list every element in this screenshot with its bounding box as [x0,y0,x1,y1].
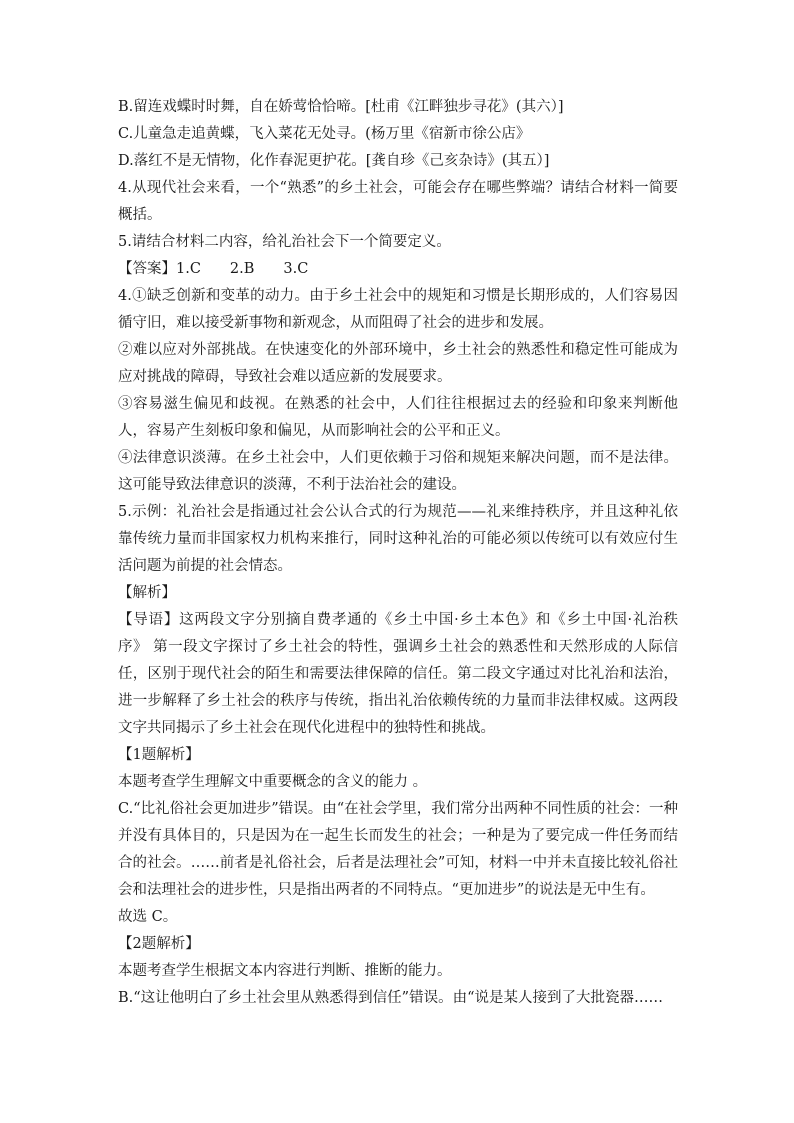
question-1-analysis-intro: 本题考查学生理解文中重要概念的含义的能力 。 [118,774,428,790]
question-5: 5.请结合材料二内容，给礼治社会下一个简要定义。 [118,234,451,250]
question-1-analysis-header: 【1题解析】 [118,747,200,763]
option-c: C.儿童急走追黄蝶，飞入菜花无处寻。(杨万里《宿新市徐公店》 [118,126,531,142]
answer-4-point-1: 4.①缺乏创新和变革的动力。由于乡土社会中的规矩和习惯是长期形成的，人们容易因循守旧，难以接受新事物和新观念，从而阻碍了社会的进步和发展。 [118,288,678,331]
answer-5: 5.示例：礼治社会是指通过社会公认合式的行为规范——礼来维持秩序，并且这种礼依靠传统力量而非国家权力机构来推行，同时这种礼治的可能必须以传统可以有效应付生活问题为前提的社会情态。 [118,504,678,574]
question-2-analysis-header: 【2题解析】 [118,936,200,952]
answer-4-point-3: ③容易滋生偏见和歧视。在熟悉的社会中，人们往往根据过去的经验和印象来判断他人，容易产生刻板印象和偏见，从而影响社会的公平和正义。 [118,396,678,439]
question-4: 4.从现代社会来看，一个“熟悉”的乡土社会，可能会存在哪些弊端？请结合材料一简要概括。 [118,180,678,223]
option-b: B.留连戏蝶时时舞，自在娇莺恰恰啼。[杜甫《江畔独步寻花》(其六）] [118,99,564,115]
guide-paragraph: 【导语】这两段文字分别摘自费孝通的《乡土中国·乡土本色》和《乡土中国·礼治秩序》 第一段文字探讨了乡土社会的特性，强调乡土社会的熟悉性和天然形成的人际信任，区别于现代社会的陌生和需要法律保障的信任。第二段文字通过对比礼治和法治，进一步解释了乡土社会的秩序与传统，指出礼治依赖传统的力量而非法律权威。这两段文字共同揭示了乡土社会在现代化进程中的独特性和挑战。 [118,612,678,736]
answer-4-point-4: ④法律意识淡薄。在乡土社会中，人们更依赖于习俗和规矩来解决问题，而不是法律。这可能导致法律意识的淡薄，不利于法治社会的建设。 [118,450,678,493]
document-page [118,94,678,1012]
answer-4-point-2: ②难以应对外部挑战。在快速变化的外部环境中，乡土社会的熟悉性和稳定性可能成为应对挑战的障碍，导致社会难以适应新的发展要求。 [118,342,678,385]
question-2-analysis-intro: 本题考查学生根据文本内容进行判断、推断的能力。 [118,963,452,979]
question-2-analysis-body: B.“这让他明白了乡土社会里从熟悉得到信任”错误。由“说是某人接到了大批瓷器…… [118,990,664,1006]
question-1-analysis-body: C.“比礼俗社会更加进步”错误。由“在社会学里，我们常分出两种不同性质的社会：一种并没有具体目的，只是因为在一起生长而发生的社会；一种是为了要完成一件任务而结合的社会。……前者是礼俗社会，后者是法理社会”可知，材料一中并未直接比较礼俗社会和法理社会的进步性，只是指出两者的不同特点。“更加进步”的说法是无中生有。 [118,801,678,898]
answer-header: 【答案】1.C 2.B 3.C [118,261,309,277]
option-d: D.落红不是无情物，化作春泥更护花。[龚自珍《己亥杂诗》(其五）] [118,153,550,169]
question-1-choice: 故选 C。 [118,909,178,925]
analysis-header: 【解析】 [118,585,176,601]
